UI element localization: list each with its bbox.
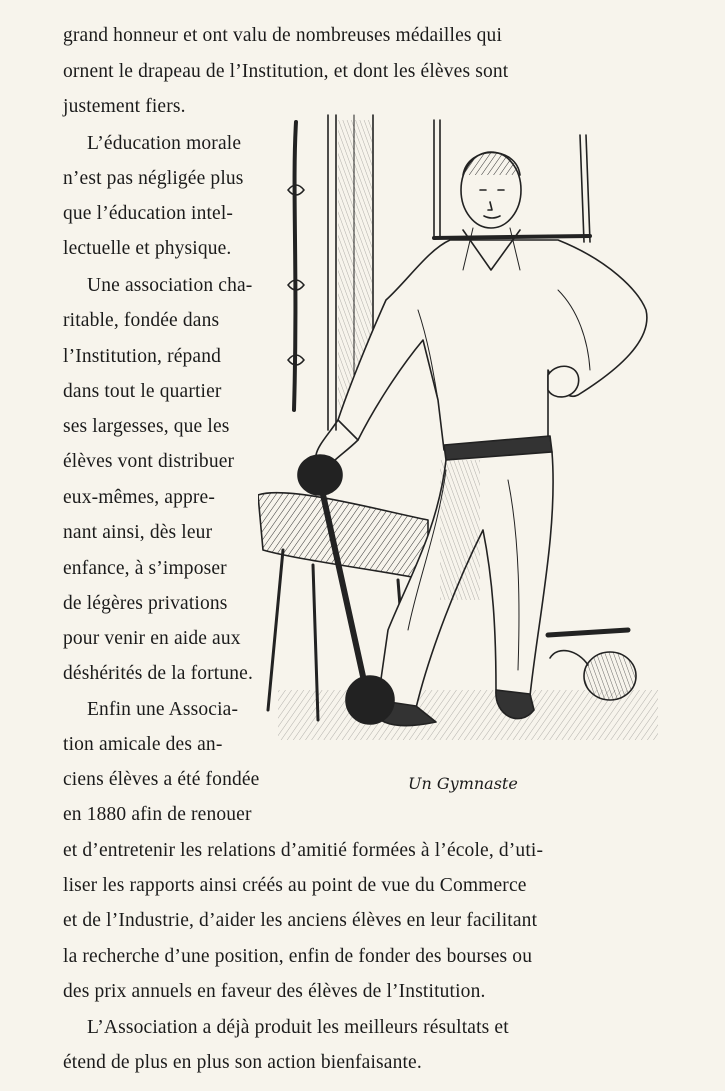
text-line: L’Association a déjà produit les meilleurs résultats et bbox=[87, 1017, 509, 1038]
gymnast-illustration bbox=[258, 110, 658, 750]
text-line: Une association cha- bbox=[87, 275, 253, 296]
text-line: pour venir en aide aux bbox=[63, 628, 241, 649]
text-line: justement fiers. bbox=[63, 96, 186, 117]
text-line: ornent le drapeau de l’Institution, et dont les élèves sont bbox=[63, 61, 509, 82]
text-line: que l’éducation intel- bbox=[63, 203, 234, 224]
text-line: en 1880 afin de renouer bbox=[63, 804, 252, 825]
text-line: et d’entretenir les relations d’amitié formées à l’école, d’uti- bbox=[63, 840, 544, 861]
text-line: la recherche d’une position, enfin de fonder des bourses ou bbox=[63, 946, 533, 967]
text-line: déshérités de la fortune. bbox=[63, 663, 254, 684]
text-line: ritable, fondée dans bbox=[63, 310, 220, 331]
text-line: tion amicale des an- bbox=[63, 734, 223, 755]
figure-caption: Un Gymnaste bbox=[408, 774, 518, 793]
text-line: ciens élèves a été fondée bbox=[63, 769, 260, 790]
text-line: Enfin une Associa- bbox=[87, 699, 239, 720]
text-line: enfance, à s’imposer bbox=[63, 558, 227, 579]
text-line: et de l’Industrie, d’aider les anciens élèves en leur facilitant bbox=[63, 910, 538, 931]
text-line: lectuelle et physique. bbox=[63, 238, 232, 259]
text-line: l’Institution, répand bbox=[63, 346, 222, 367]
text-line: dans tout le quartier bbox=[63, 381, 222, 402]
text-line: de légères privations bbox=[63, 593, 228, 614]
text-line: grand honneur et ont valu de nombreuses médailles qui bbox=[63, 25, 503, 46]
text-line: liser les rapports ainsi créés au point de vue du Commerce bbox=[63, 875, 527, 896]
text-line: eux-mêmes, appre- bbox=[63, 487, 215, 508]
text-line: ses largesses, que les bbox=[63, 416, 230, 437]
text-line: étend de plus en plus son action bienfaisante. bbox=[63, 1052, 422, 1073]
text-line: élèves vont distribuer bbox=[63, 451, 235, 472]
text-line: nant ainsi, dès leur bbox=[63, 522, 213, 543]
text-line: des prix annuels en faveur des élèves de l’Institution. bbox=[63, 981, 486, 1002]
text-line: n’est pas négligée plus bbox=[63, 168, 244, 189]
text-line: L’éducation morale bbox=[87, 133, 242, 154]
